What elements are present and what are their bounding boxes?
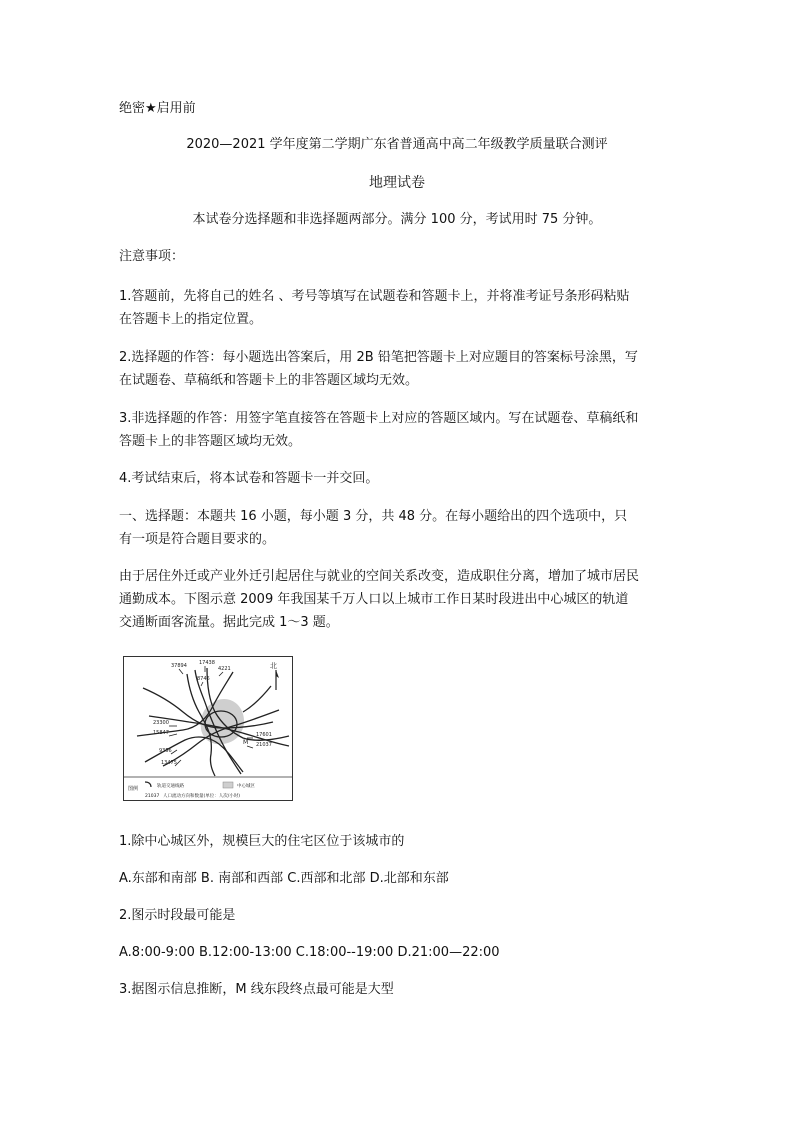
subject-title: 地理试卷: [369, 175, 425, 191]
note-4-line-1: 4.考试结束后，将本试卷和答题卡一并交回。: [119, 471, 379, 486]
question-2-stem: 2.图示时段最可能是: [119, 908, 236, 923]
exam-intro: 本试卷分选择题和非选择题两部分。满分 100 分，考试用时 75 分钟。: [192, 212, 602, 227]
note-2-line-2: 在试题卷、草稿纸和答题卡上的非答题区域均无效。: [119, 373, 419, 388]
note-3-line-2: 答题卡上的非答题区域均无效。: [119, 434, 302, 449]
note-1-line-1: 1.答题前，先将自己的姓名 、考号等填写在试题卷和答题卡上，并将准考证号条形码粘贴: [119, 289, 630, 304]
flow-label-7: 17601: [256, 732, 272, 738]
exam-title: 2020—2021 学年度第二学期广东省普通高中高二年级教学质量联合测评: [186, 137, 608, 152]
flow-label-9: 9356: [159, 748, 172, 754]
svg-text:图例: 图例: [128, 786, 139, 792]
line-m-label: M: [243, 739, 249, 746]
section-instr-line-1: 一、选择题：本题共 16 小题，每小题 3 分，共 48 分。在每小题给出的四个选项中，只: [119, 509, 628, 524]
note-3-line-1: 3.非选择题的作答：用签字笔直接答在答题卡上对应的答题区域内。写在试题卷、草稿纸和: [119, 411, 639, 426]
svg-text:轨道交通线路: 轨道交通线路: [157, 784, 184, 789]
question-1-stem: 1.除中心城区外，规模巨大的住宅区位于该城市的: [119, 834, 405, 849]
flow-label-10: 13475: [161, 760, 177, 766]
confidential-mark: 绝密★启用前: [119, 101, 196, 116]
passage-line-3: 交通断面客流量。据此完成 1～3 题。: [119, 615, 339, 630]
note-2-line-1: 2.选择题的作答：每小题选出答案后，用 2B 铅笔把答题卡上对应题目的答案标号涂黑，写: [119, 350, 638, 365]
question-1-options: A.东部和南部 B. 南部和西部 C.西部和北部 D.北部和东部: [119, 871, 449, 886]
question-2-options: A.8:00-9:00 B.12:00-13:00 C.18:00--19:00 D.21:00—22:00: [119, 945, 500, 960]
flow-label-5: 23300: [153, 720, 169, 726]
flow-label-3: 8746: [197, 676, 210, 682]
rail-flow-map: [123, 656, 293, 801]
svg-text:中心城区: 中心城区: [237, 784, 255, 789]
flow-label-1: 37894: [171, 663, 187, 669]
flow-label-4: 4221: [218, 666, 231, 672]
flow-label-2: 17438: [199, 660, 215, 666]
passage-line-2: 通勤成本。下图示意 2009 年我国某千万人口以上城市工作日某时段进出中心城区的轨道: [119, 592, 629, 607]
notes-heading: 注意事项：: [119, 249, 185, 264]
svg-text:人口流动方向和数量(单位：人次/小时): 人口流动方向和数量(单位：人次/小时): [163, 794, 241, 799]
question-3-stem: 3.据图示信息推断，M 线东段终点最可能是大型: [119, 982, 394, 997]
svg-text:21037: 21037: [145, 794, 160, 799]
note-1-line-2: 在答题卡上的指定位置。: [119, 312, 263, 327]
flow-label-8: 21037: [256, 742, 272, 748]
section-instr-line-2: 有一项是符合题目要求的。: [119, 532, 276, 547]
svg-text:北: 北: [270, 662, 277, 670]
passage-line-1: 由于居住外迁或产业外迁引起居住与就业的空间关系改变，造成职住分离，增加了城市居民: [119, 569, 640, 584]
flow-label-6: 15847: [153, 730, 169, 736]
